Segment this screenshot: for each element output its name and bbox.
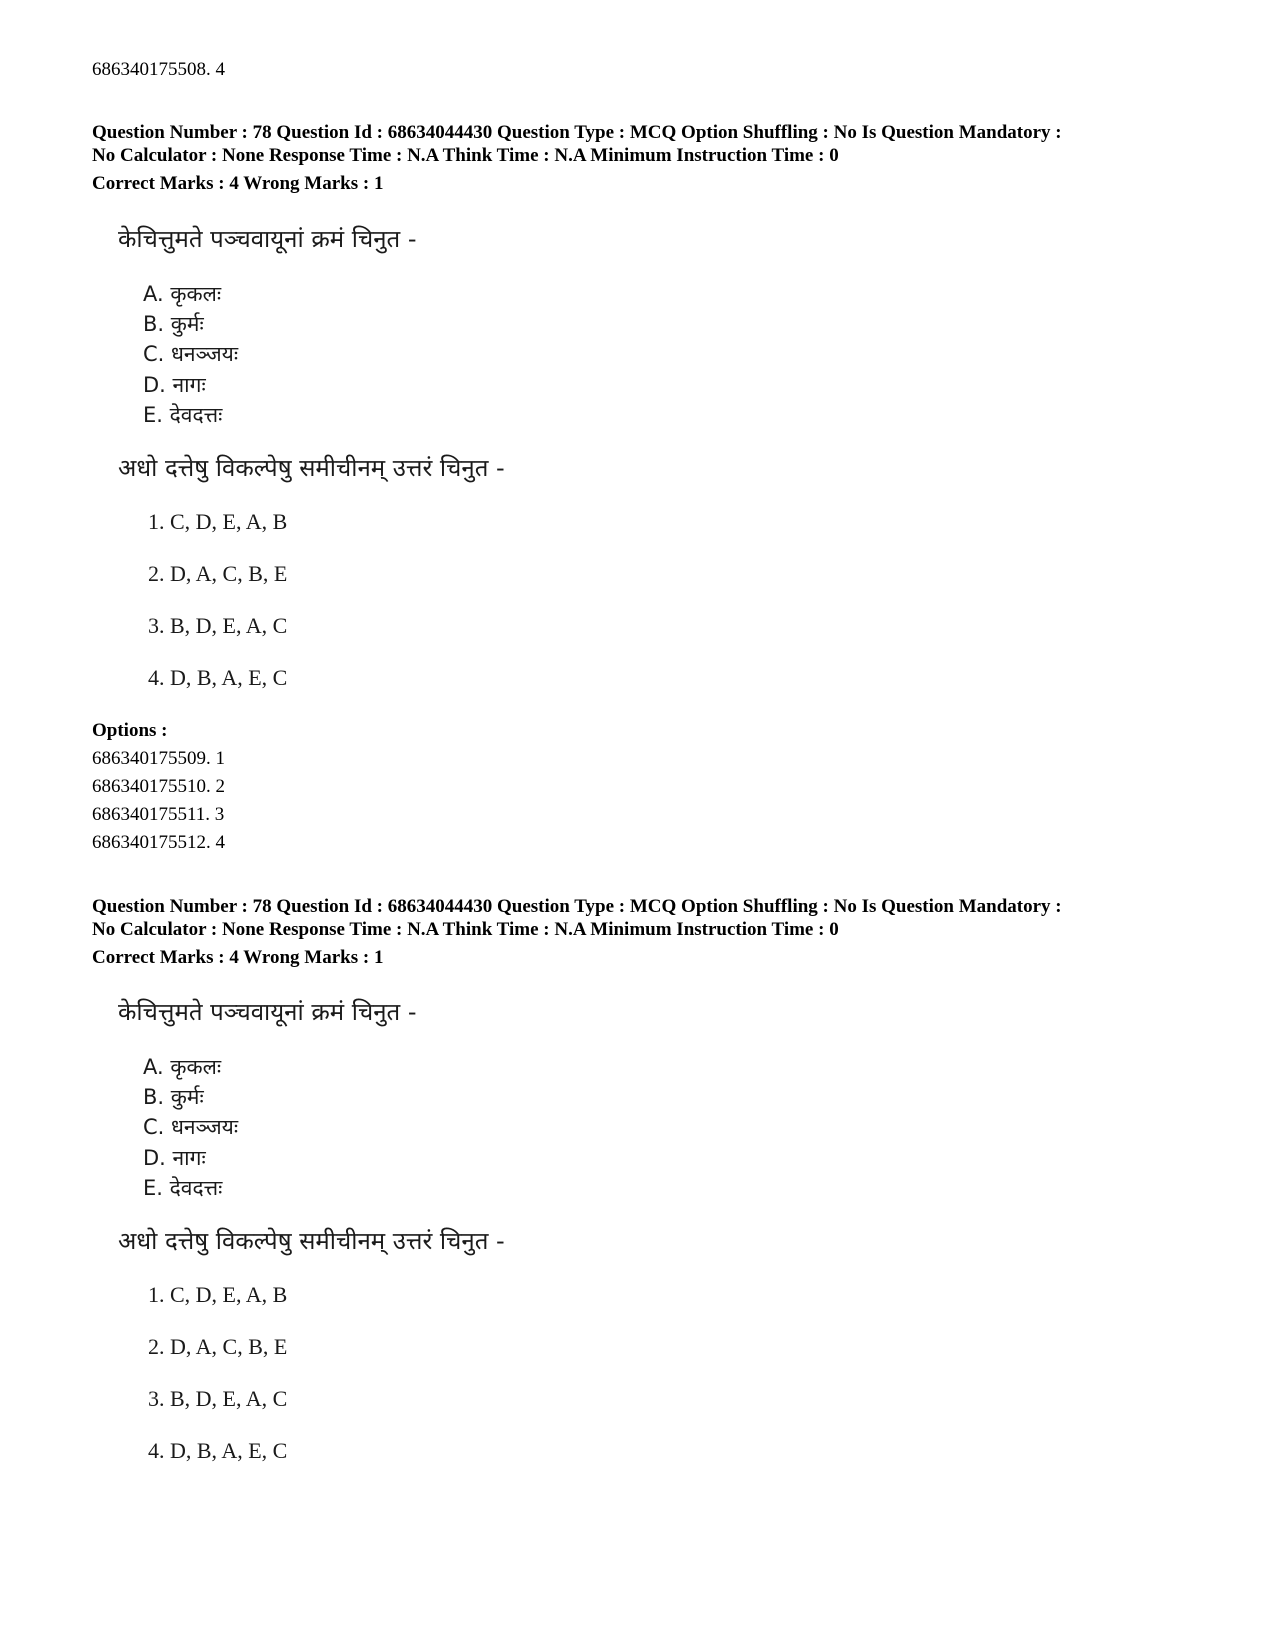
question-item-b: B. कुर्मः xyxy=(143,312,204,336)
question-item-a: A. कृकलः xyxy=(143,282,222,306)
answer-choice-4: 4. D, B, A, E, C xyxy=(148,665,288,690)
answer-choice-1: 1. C, D, E, A, B xyxy=(148,1282,288,1307)
option-id-3: 686340175511. 3 xyxy=(92,804,225,825)
answer-choice-1: 1. C, D, E, A, B xyxy=(148,509,288,534)
question-prompt: केचित्तुमते पञ्चवायूनां क्रमं चिनुत - xyxy=(118,998,417,1026)
option-id-4: 686340175512. 4 xyxy=(92,832,225,853)
answer-choice-4: 4. D, B, A, E, C xyxy=(148,1438,288,1463)
answer-choice-3: 3. B, D, E, A, C xyxy=(148,613,288,638)
question-item-e: E. देवदत्तः xyxy=(143,403,223,427)
question-item-e: E. देवदत्तः xyxy=(143,1176,223,1200)
question-item-a: A. कृकलः xyxy=(143,1055,222,1079)
question-item-d: D. नागः xyxy=(143,373,206,397)
question-item-b: B. कुर्मः xyxy=(143,1085,204,1109)
question-meta-line-2: No Calculator : None Response Time : N.A Think Time : N.A Minimum Instruction Time : 0 xyxy=(92,145,839,166)
option-id-2: 686340175510. 2 xyxy=(92,776,225,797)
question-meta-line-2: No Calculator : None Response Time : N.A Think Time : N.A Minimum Instruction Time : 0 xyxy=(92,919,839,940)
question-prompt: केचित्तुमते पञ्चवायूनां क्रमं चिनुत - xyxy=(118,225,417,253)
question-item-d: D. नागः xyxy=(143,1146,206,1170)
previous-option-line: 686340175508. 4 xyxy=(92,59,225,80)
question-marks: Correct Marks : 4 Wrong Marks : 1 xyxy=(92,947,384,968)
question-meta-line-1: Question Number : 78 Question Id : 68634044430 Question Type : MCQ Option Shuffling : No Is Question Mandatory : xyxy=(92,896,1062,917)
answer-choice-2: 2. D, A, C, B, E xyxy=(148,561,288,586)
options-heading: Options : xyxy=(92,720,168,741)
question-item-c: C. धनञ्जयः xyxy=(143,342,239,366)
answer-choice-2: 2. D, A, C, B, E xyxy=(148,1334,288,1359)
question-item-c: C. धनञ्जयः xyxy=(143,1115,239,1139)
option-id-1: 686340175509. 1 xyxy=(92,748,225,769)
question-instruction: अधो दत्तेषु विकल्पेषु समीचीनम् उत्तरं चिनुत - xyxy=(118,454,505,482)
question-instruction: अधो दत्तेषु विकल्पेषु समीचीनम् उत्तरं चिनुत - xyxy=(118,1227,505,1255)
question-marks: Correct Marks : 4 Wrong Marks : 1 xyxy=(92,173,384,194)
answer-choice-3: 3. B, D, E, A, C xyxy=(148,1386,288,1411)
question-meta-line-1: Question Number : 78 Question Id : 68634044430 Question Type : MCQ Option Shuffling : No Is Question Mandatory : xyxy=(92,122,1062,143)
